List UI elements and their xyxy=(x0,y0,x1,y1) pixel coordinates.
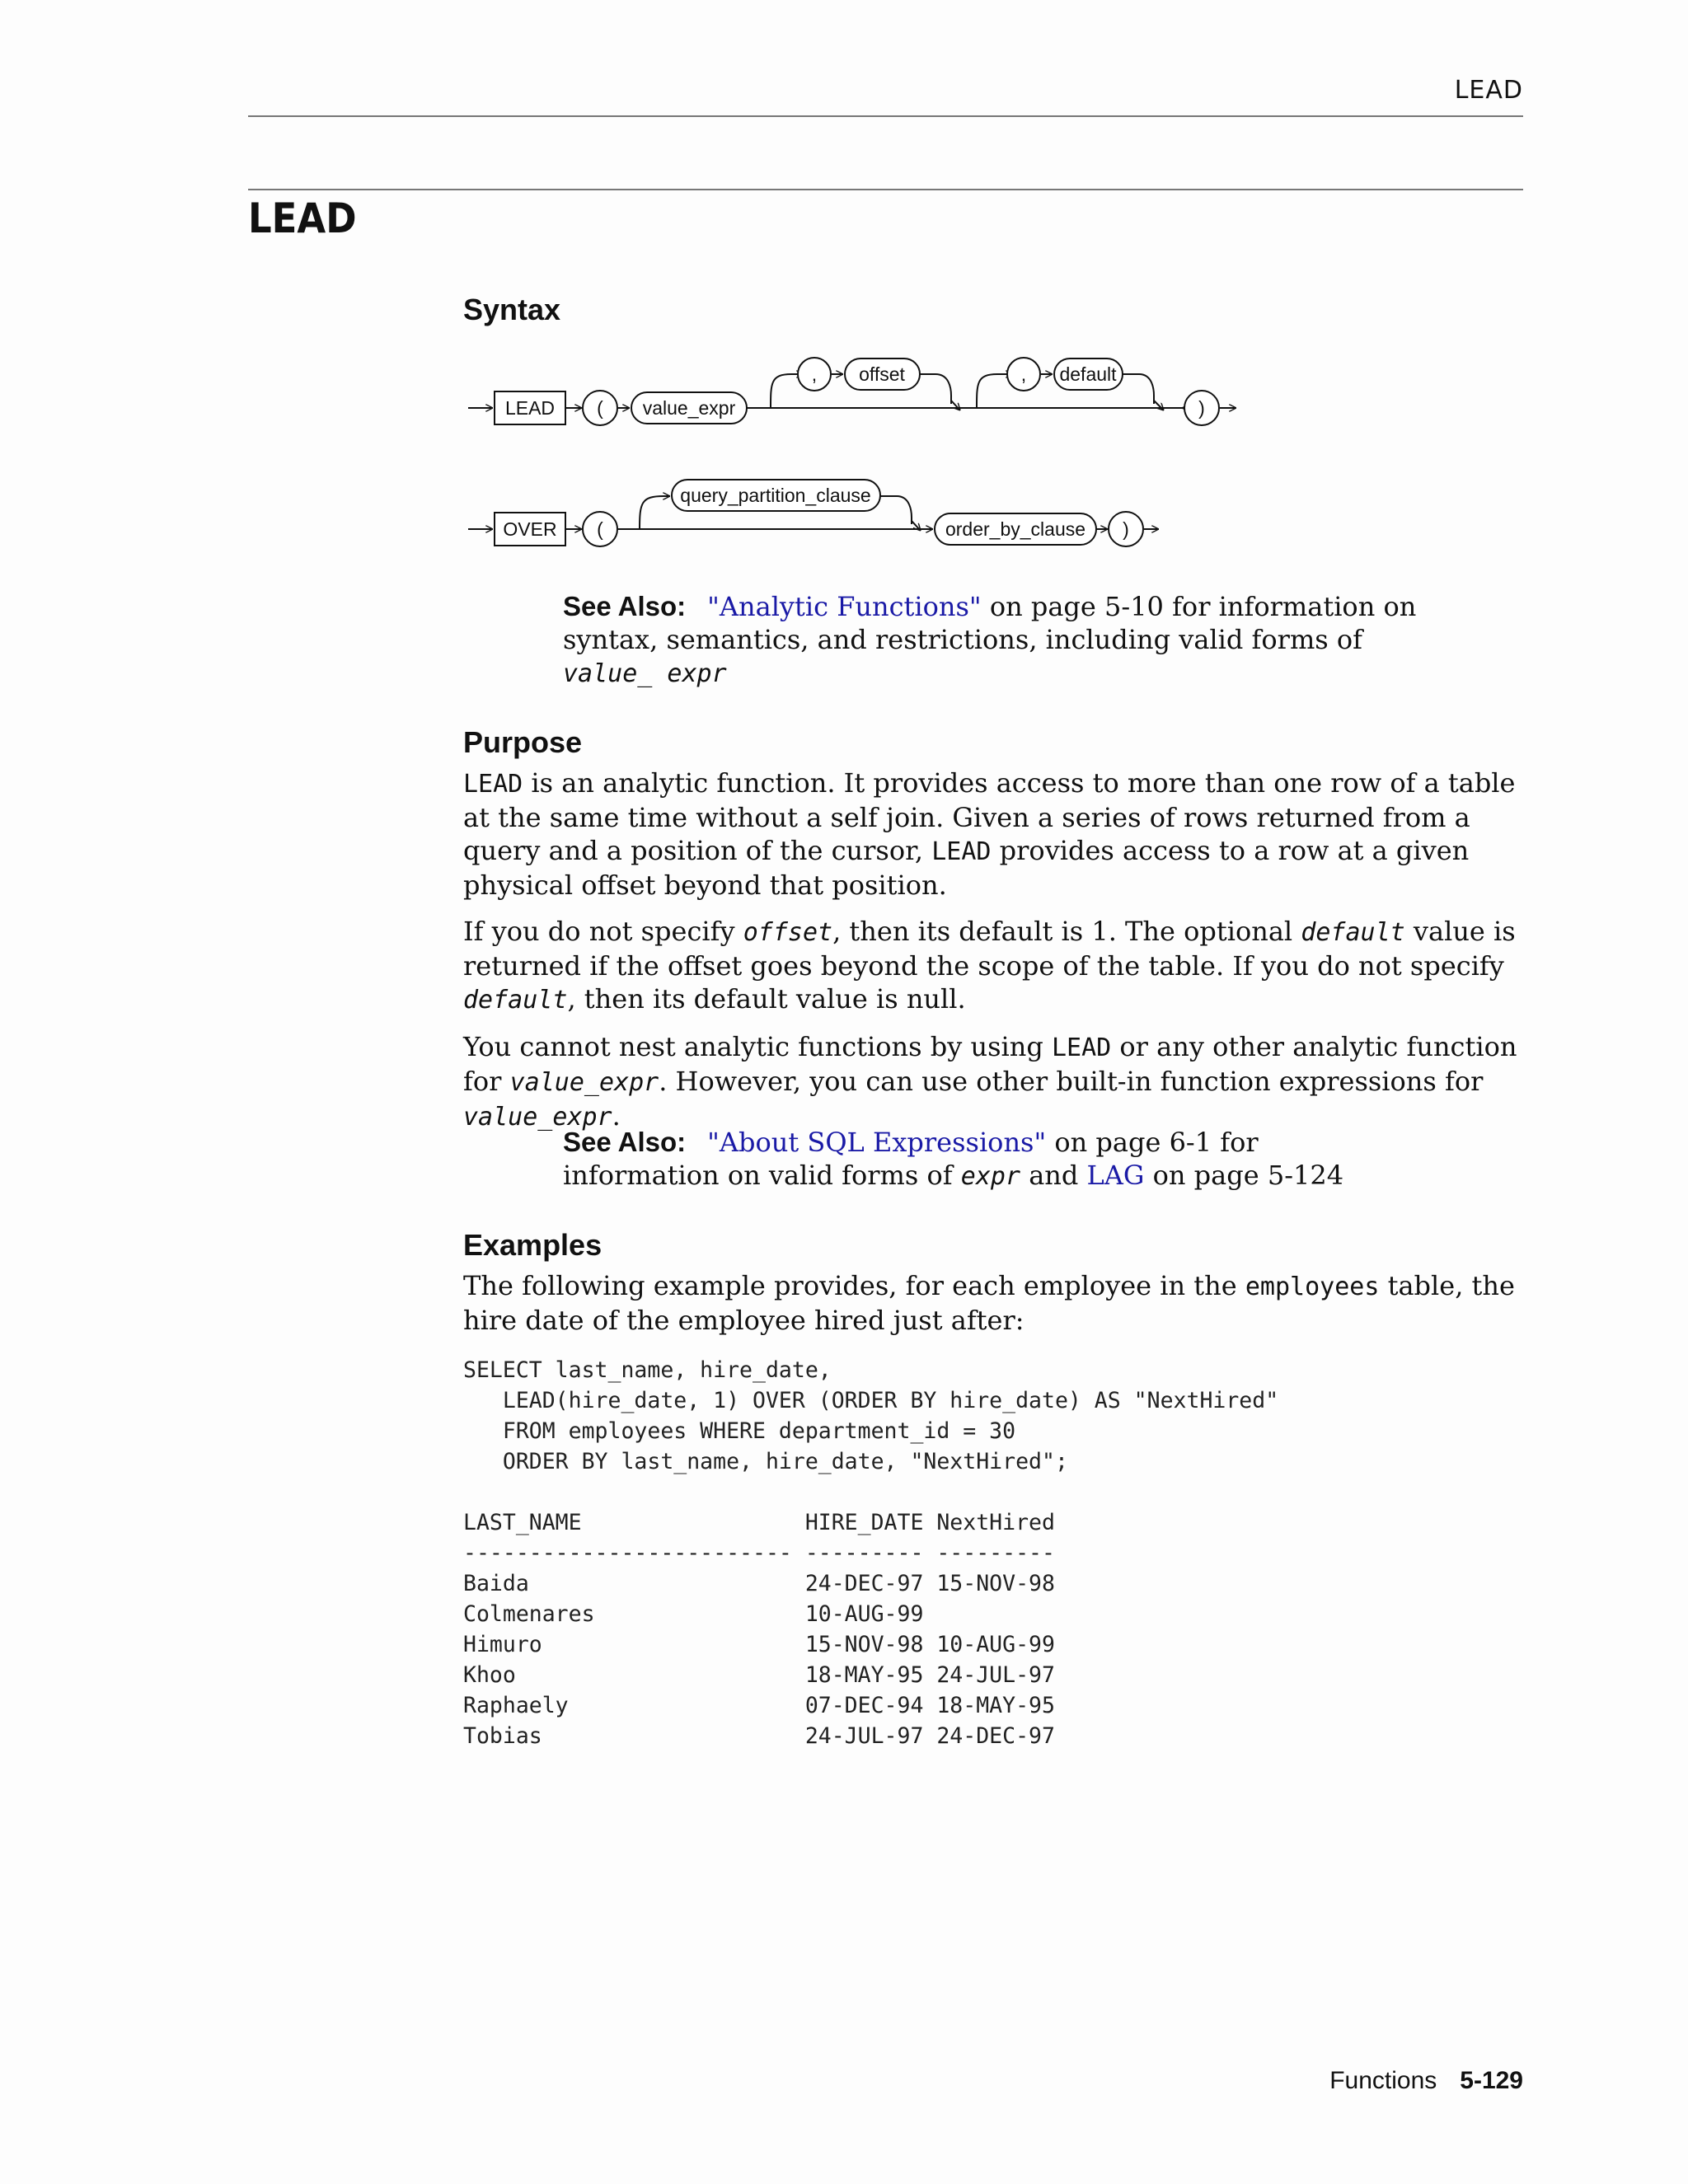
see-also-label: See Also: xyxy=(563,591,687,621)
see-also-code: expr xyxy=(960,1162,1021,1191)
inline-code: default xyxy=(1301,918,1405,947)
paragraph-text: You cannot nest analytic functions by using xyxy=(463,1031,1052,1062)
page-footer xyxy=(1329,2067,1523,2095)
examples-paragraph xyxy=(463,1269,1526,1337)
query-output-block: LAST_NAME HIRE_DATE NextHired ------------------------- --------- --------- Baida 24-DEC-97 15-NOV-98 Colmenares 10-AUG-99 Himuro 15-NOV-98 10-AUG-99 Khoo 18-MAY-95 24-JUL-97 Raphaely 07-DEC-94 18-MAY-95 Tobias 24-JUL-97 24-DEC-97 xyxy=(463,1510,1055,1749)
title-rule xyxy=(248,189,1523,190)
paragraph-text: If you do not specify xyxy=(463,916,743,947)
diagram-value-expr: value_expr xyxy=(642,397,736,419)
paragraph-text: is an analytic function. It provides access to more than one row of a table at the same time without a self join. Given a series of rows returned from a query and a position of the cursor, xyxy=(463,767,1516,866)
see-also-label: See Also: xyxy=(563,1127,687,1157)
inline-code: offset xyxy=(743,918,833,947)
see-also-text: on page 6-1 for information on valid forms of xyxy=(563,1127,1259,1191)
diagram-over-keyword: OVER xyxy=(503,518,557,540)
diagram-offset: offset xyxy=(859,363,905,385)
section-heading-syntax: Syntax xyxy=(463,293,561,326)
inline-code: value_expr xyxy=(463,1103,612,1132)
header-rule xyxy=(248,115,1523,117)
paragraph-text: . However, you can use other built-in function expressions for xyxy=(659,1066,1484,1097)
diagram-close-paren: ) xyxy=(1198,397,1205,419)
paragraph-text: table, the hire date of the employee hired just after: xyxy=(463,1270,1515,1336)
paragraph-text: . xyxy=(612,1100,621,1132)
see-also-text: on page 5-124 xyxy=(1144,1160,1344,1191)
inline-code: value_expr xyxy=(509,1068,659,1097)
paragraph-text: , then its default value is null. xyxy=(567,983,966,1015)
link-analytic-functions[interactable]: "Analytic Functions" xyxy=(707,591,982,622)
inline-code: default xyxy=(463,986,568,1015)
diagram-order-by-clause: order_by_clause xyxy=(945,518,1086,540)
diagram-default: default xyxy=(1059,363,1117,385)
paragraph-text: The following example provides, for each employee in the xyxy=(463,1270,1245,1301)
diagram-query-partition-clause: query_partition_clause xyxy=(680,485,871,506)
purpose-paragraph-1 xyxy=(463,766,1526,902)
page-title: LEAD xyxy=(248,194,357,242)
see-also-text: and xyxy=(1020,1160,1087,1191)
inline-code: employees xyxy=(1245,1272,1380,1301)
footer-page-number: 5-129 xyxy=(1460,2067,1523,2094)
see-also-note-expressions xyxy=(563,1126,1420,1193)
diagram-comma-offset: , xyxy=(811,363,818,385)
running-head: LEAD xyxy=(1454,76,1523,105)
diagram-lead-keyword: LEAD xyxy=(504,397,556,419)
diagram-open-paren: ( xyxy=(597,397,603,419)
see-also-note-analytic xyxy=(563,590,1420,691)
see-also-text: on page 5-10 for information on syntax, semantics, and restrictions, including valid forms of xyxy=(563,591,1417,655)
paragraph-text: , then its default is 1. The optional xyxy=(832,916,1301,947)
purpose-paragraph-2 xyxy=(463,915,1526,1017)
inline-code: LEAD xyxy=(931,837,992,866)
see-also-code: value_ expr xyxy=(563,659,727,688)
link-lag[interactable]: LAG xyxy=(1086,1160,1145,1191)
paragraph-text: or any other analytic function for xyxy=(463,1031,1517,1097)
footer-chapter: Functions xyxy=(1329,2067,1437,2094)
inline-code: LEAD xyxy=(463,770,523,799)
sql-code-block: SELECT last_name, hire_date, LEAD(hire_date, 1) OVER (ORDER BY hire_date) AS "NextHired" FROM employees WHERE department_id = 30 ORDER BY last_name, hire_date, "NextHired"; xyxy=(463,1357,1279,1474)
diagram-comma-default: , xyxy=(1020,363,1027,385)
diagram-close-paren-over: ) xyxy=(1123,518,1129,540)
diagram-open-paren-over: ( xyxy=(597,518,603,540)
syntax-diagram xyxy=(462,346,1253,560)
paragraph-text: value is returned if the offset goes beyond the scope of the table. If you do not specify xyxy=(463,916,1516,982)
section-heading-examples: Examples xyxy=(463,1228,603,1262)
inline-code: LEAD xyxy=(1051,1033,1112,1062)
paragraph-text: provides access to a row at a given physical offset beyond that position. xyxy=(463,835,1470,901)
link-about-sql-expressions[interactable]: "About SQL Expressions" xyxy=(707,1127,1047,1158)
purpose-paragraph-3 xyxy=(463,1030,1526,1134)
section-heading-purpose: Purpose xyxy=(463,725,583,759)
